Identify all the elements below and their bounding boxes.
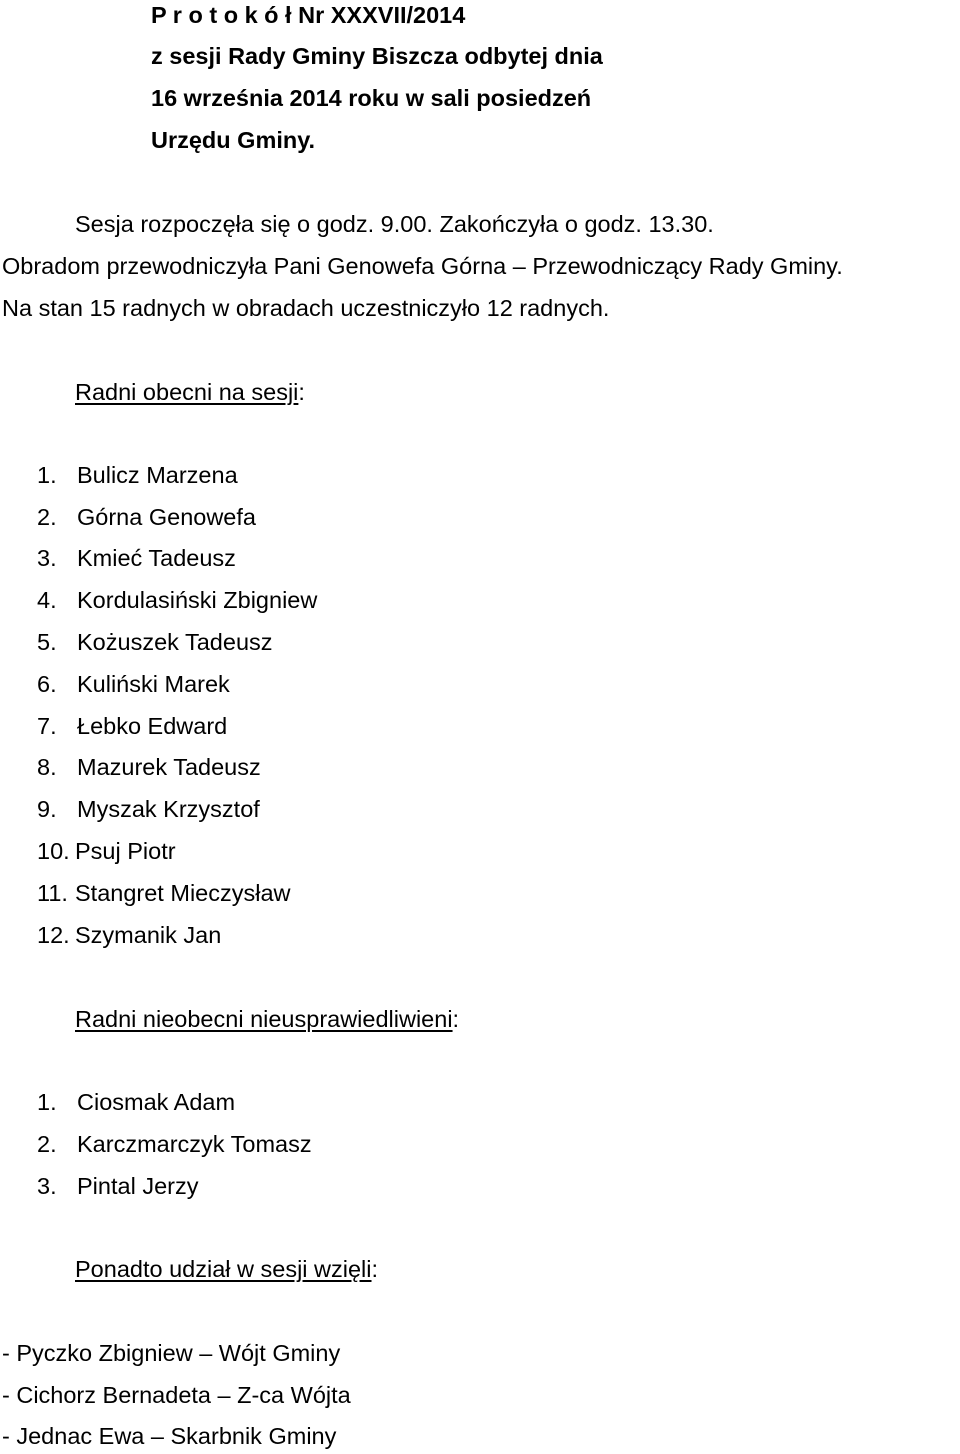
header-line-2: z sesji Rady Gminy Biszcza odbytej dnia <box>151 43 603 69</box>
list-item-name: Kordulasiński Zbigniew <box>77 587 318 613</box>
header-line-4: Urzędu Gminy. <box>151 127 316 153</box>
list-item <box>37 1129 312 1159</box>
list-item-number: 6. <box>37 671 57 697</box>
list-item-name: Karczmarczyk Tomasz <box>77 1131 312 1157</box>
present-heading <box>75 377 305 407</box>
list-item <box>37 543 236 573</box>
list-item-number: 3. <box>37 545 57 571</box>
list-item <box>37 1087 235 1117</box>
list-item-name: Pintal Jerzy <box>77 1173 199 1199</box>
list-item-number: 7. <box>37 713 57 739</box>
absent-heading-text: Radni nieobecni nieusprawiedliwieni <box>75 1006 453 1032</box>
list-item-name: Stangret Mieczysław <box>75 880 291 906</box>
list-item <box>37 585 317 615</box>
list-item <box>37 878 291 908</box>
list-item <box>37 836 176 866</box>
list-item-name: Szymanik Jan <box>75 922 222 948</box>
list-item-name: Ciosmak Adam <box>77 1089 236 1115</box>
list-item-number: 8. <box>37 754 57 780</box>
list-item-name: Bulicz Marzena <box>77 462 238 488</box>
list-item-name: Kmieć Tadeusz <box>77 545 236 571</box>
list-item-number: 3. <box>37 1173 57 1199</box>
list-item-number: 10. <box>37 838 70 864</box>
attendance-info: Na stan 15 radnych w obradach uczestniczyło 12 radnych. <box>2 295 610 321</box>
present-heading-colon: : <box>298 379 305 405</box>
list-item-name: Psuj Piotr <box>75 838 176 864</box>
list-item: - Cichorz Bernadeta – Z-ca Wójta <box>2 1382 351 1408</box>
list-item-name: Kożuszek Tadeusz <box>77 629 273 655</box>
chair-info: Obradom przewodniczyła Pani Genowefa Górna – Przewodniczący Rady Gminy. <box>2 253 843 279</box>
list-item-number: 9. <box>37 796 57 822</box>
list-item-number: 12. <box>37 922 70 948</box>
list-item-number: 4. <box>37 587 57 613</box>
list-item <box>37 627 273 657</box>
list-item <box>37 711 227 741</box>
header-line-3: 16 września 2014 roku w sali posiedzeń <box>151 85 592 111</box>
list-item-number: 2. <box>37 504 57 530</box>
list-item-number: 1. <box>37 1089 57 1115</box>
list-item <box>37 502 256 532</box>
list-item <box>37 460 238 490</box>
others-heading <box>75 1254 378 1284</box>
list-item-name: Łebko Edward <box>77 713 228 739</box>
document-title: P r o t o k ó ł Nr XXXVII/2014 <box>151 2 466 28</box>
others-heading-text: Ponadto udział w sesji wzięli <box>75 1256 372 1282</box>
absent-heading <box>75 1004 459 1034</box>
list-item-name: Kuliński Marek <box>77 671 230 697</box>
list-item: - Jednac Ewa – Skarbnik Gminy <box>2 1423 337 1449</box>
others-heading-colon: : <box>371 1256 379 1282</box>
list-item-number: 2. <box>37 1131 57 1157</box>
session-time: Sesja rozpoczęła się o godz. 9.00. Zakończyła o godz. 13.30. <box>75 211 714 237</box>
list-item-number: 5. <box>37 629 57 655</box>
list-item-name: Górna Genowefa <box>77 504 256 530</box>
present-heading-text: Radni obecni na sesji <box>75 379 299 405</box>
list-item <box>37 669 230 699</box>
list-item-name: Mazurek Tadeusz <box>77 754 261 780</box>
absent-heading-colon: : <box>452 1006 460 1032</box>
list-item <box>37 752 261 782</box>
list-item-name: Myszak Krzysztof <box>77 796 260 822</box>
list-item <box>37 1171 198 1201</box>
list-item <box>37 794 260 824</box>
list-item-number: 1. <box>37 462 57 488</box>
list-item: - Pyczko Zbigniew – Wójt Gminy <box>2 1340 341 1366</box>
list-item-number: 11. <box>37 880 68 906</box>
list-item <box>37 920 221 950</box>
